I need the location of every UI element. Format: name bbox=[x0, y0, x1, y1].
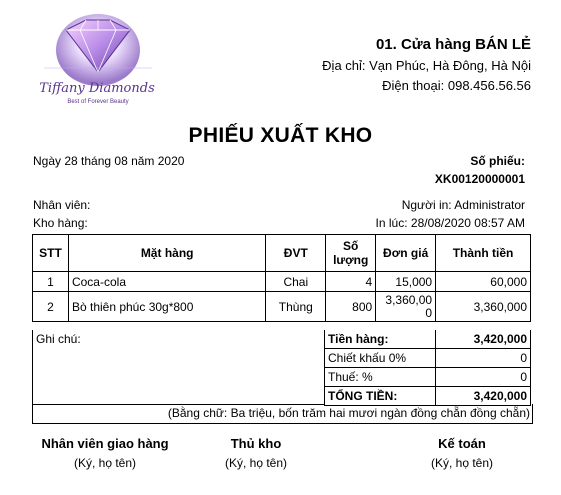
cell-price: 3,360,000 bbox=[376, 292, 436, 322]
signature-accountant-title: Kế toán bbox=[438, 436, 486, 451]
signature-accountant-sub: (Ký, họ tên) bbox=[430, 456, 494, 470]
grand-total-label: TỔNG TIỀN: bbox=[325, 387, 436, 406]
signature-delivery-title: Nhân viên giao hàng bbox=[41, 436, 169, 451]
table-row bbox=[33, 272, 531, 292]
svg-text:Best of Forever Beauty: Best of Forever Beauty bbox=[67, 99, 129, 105]
header-item: Mặt hàng bbox=[68, 235, 265, 272]
document-title: PHIẾU XUẤT KHO bbox=[188, 124, 373, 147]
note-box bbox=[32, 330, 325, 405]
cell-total: 3,360,000 bbox=[436, 292, 531, 322]
tax-label: Thuế: % bbox=[325, 368, 436, 387]
cell-qty: 4 bbox=[326, 272, 376, 292]
signature-warehouse-sub: (Ký, họ tên) bbox=[224, 456, 288, 470]
store-address: Địa chỉ: Vạn Phúc, Hà Đông, Hà Nội bbox=[322, 58, 531, 73]
note-label: Ghi chú: bbox=[36, 332, 81, 346]
store-phone: Điện thoại: 098.456.56.56 bbox=[382, 78, 531, 93]
cell-qty: 800 bbox=[326, 292, 376, 322]
cell-stt: 2 bbox=[33, 292, 69, 322]
table-row bbox=[33, 292, 531, 322]
printed-by: Người in: Administrator bbox=[401, 198, 525, 212]
cell-item: Coca-cola bbox=[68, 272, 265, 292]
summary-table bbox=[324, 330, 531, 406]
summary-row bbox=[325, 349, 531, 368]
subtotal-label: Tiền hàng: bbox=[325, 330, 436, 349]
document-date: Ngày 28 tháng 08 năm 2020 bbox=[33, 154, 185, 168]
printed-at: In lúc: 28/08/2020 08:57 AM bbox=[375, 216, 525, 230]
items-table bbox=[32, 234, 531, 322]
summary-row bbox=[325, 387, 531, 406]
staff-label: Nhân viên: bbox=[33, 198, 91, 212]
signature-warehouse-title: Thủ kho bbox=[230, 436, 282, 451]
cell-unit: Thùng bbox=[266, 292, 326, 322]
header-qty: Số lượng bbox=[326, 235, 376, 272]
document-number: XK00120000001 bbox=[434, 172, 525, 186]
cell-price: 15,000 bbox=[376, 272, 436, 292]
cell-item: Bò thiên phúc 30g*800 bbox=[68, 292, 265, 322]
discount-value: 0 bbox=[436, 349, 531, 368]
header-unit: ĐVT bbox=[266, 235, 326, 272]
tax-value: 0 bbox=[436, 368, 531, 387]
cell-unit: Chai bbox=[266, 272, 326, 292]
signature-delivery-sub: (Ký, họ tên) bbox=[73, 456, 137, 470]
discount-label: Chiết khấu 0% bbox=[325, 349, 436, 368]
store-name: 01. Cửa hàng BÁN LẺ bbox=[375, 36, 531, 53]
table-header-row bbox=[33, 235, 531, 272]
summary-row bbox=[325, 330, 531, 349]
cell-total: 60,000 bbox=[436, 272, 531, 292]
subtotal-value: 3,420,000 bbox=[436, 330, 531, 349]
header-stt: STT bbox=[33, 235, 69, 272]
cell-stt: 1 bbox=[33, 272, 69, 292]
warehouse-label: Kho hàng: bbox=[33, 216, 88, 230]
header-total: Thành tiền bbox=[436, 235, 531, 272]
grand-total-value: 3,420,000 bbox=[436, 387, 531, 406]
summary-row bbox=[325, 368, 531, 387]
header-price: Đơn giá bbox=[376, 235, 436, 272]
amount-in-words: (Bằng chữ: Ba triệu, bốn trăm hai mươi ngàn đồng chẵn đồng chẵn) bbox=[32, 404, 533, 424]
document-number-label: Số phiếu: bbox=[470, 154, 525, 168]
svg-text:Tiffany Diamonds: Tiffany Diamonds bbox=[39, 81, 155, 96]
